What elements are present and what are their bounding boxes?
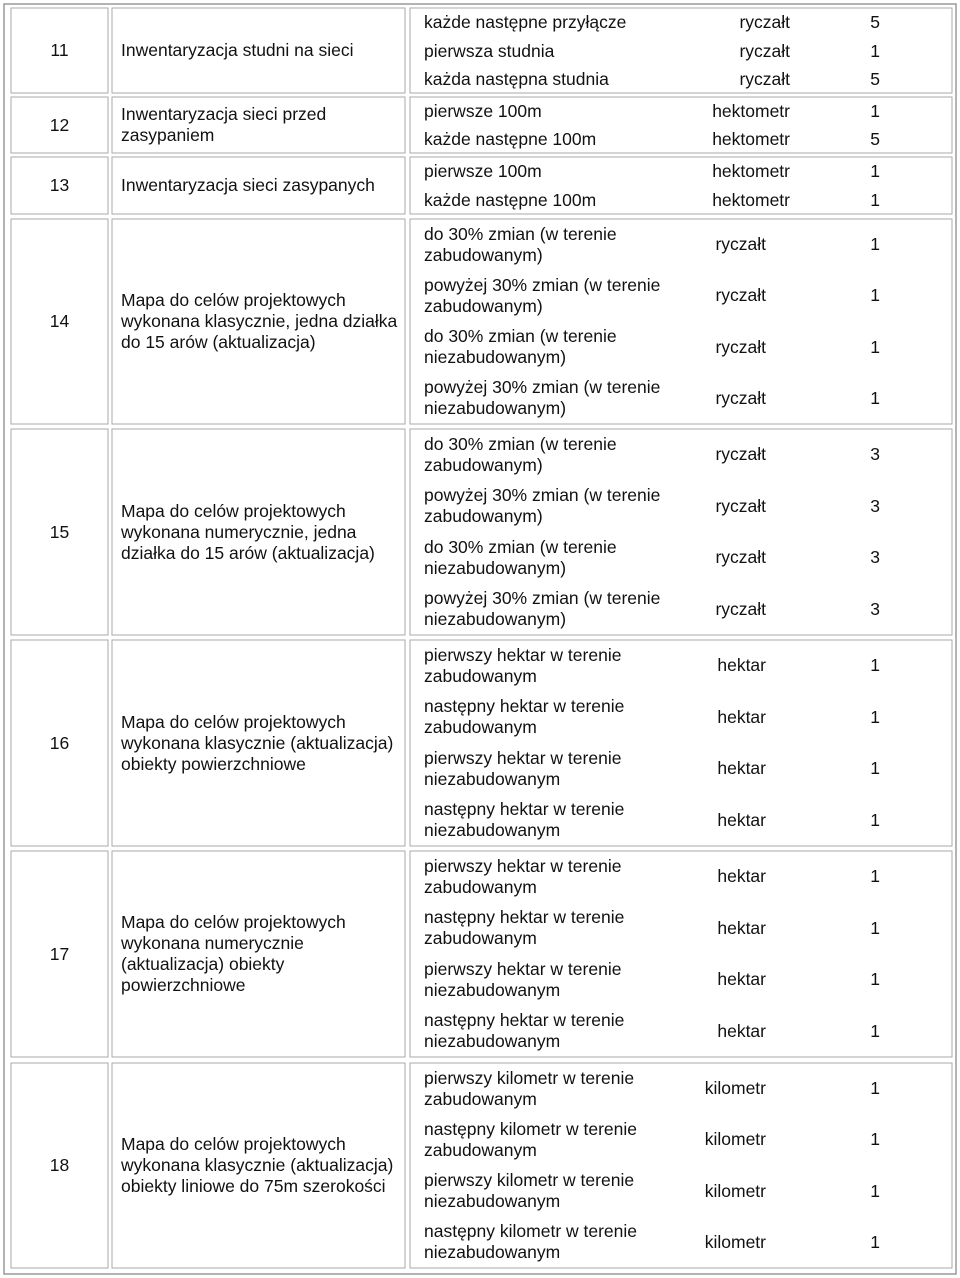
item-value: 1	[870, 1078, 880, 1099]
item-description: następny kilometr w terenie niezabudowanym	[424, 1221, 638, 1263]
item-value: 5	[870, 68, 880, 89]
row-number: 17	[49, 943, 70, 964]
item-unit: hektometr	[712, 161, 790, 182]
item-value: 1	[870, 809, 880, 830]
item-unit: ryczałt	[715, 495, 766, 516]
item-unit: hektar	[717, 655, 766, 676]
item-unit: ryczałt	[739, 40, 790, 61]
item-unit: ryczałt	[715, 598, 766, 619]
row-number: 18	[49, 1155, 70, 1175]
item-value: 1	[870, 40, 880, 61]
item-description: każda następna studnia	[424, 68, 609, 89]
item-description: następny hektar w terenie zabudowanym	[424, 696, 625, 738]
item-value: 1	[870, 1129, 880, 1150]
item-description: do 30% zmian (w terenie niezabudowanym)	[424, 536, 617, 578]
row-name: Inwentaryzacja sieci zasypanych	[121, 175, 375, 195]
item-value: 3	[870, 598, 880, 619]
item-description: każde następne 100m	[424, 129, 597, 149]
row-number: 13	[49, 175, 70, 195]
row-name: Mapa do celów projektowych wykonana klasycznie, jedna działka do 15 arów (aktualizacja)	[121, 290, 398, 352]
row-number: 16	[49, 732, 70, 753]
item-value: 3	[870, 444, 880, 465]
item-value: 1	[870, 101, 880, 121]
row-name: Inwentaryzacja studni na sieci	[121, 40, 354, 60]
item-unit: hektar	[717, 866, 766, 887]
row-number: 15	[49, 521, 70, 542]
row-name: Mapa do celów projektowych wykonana numerycznie (aktualizacja) obiekty powierzchniowe	[121, 912, 346, 995]
item-unit: hektar	[717, 969, 766, 990]
item-value: 1	[870, 1020, 880, 1041]
item-description: każde następne przyłącze	[424, 12, 627, 33]
item-unit: ryczałt	[739, 12, 790, 33]
row-name: Mapa do celów projektowych wykonana numerycznie, jedna działka do 15 arów (aktualizacja)	[121, 500, 375, 563]
row-number: 14	[49, 311, 70, 331]
item-unit: ryczałt	[715, 285, 766, 306]
item-value: 5	[870, 129, 880, 149]
item-unit: hektometr	[712, 189, 790, 210]
item-unit: hektar	[717, 706, 766, 727]
item-unit: hektar	[717, 809, 766, 830]
item-unit: ryczałt	[715, 234, 766, 255]
item-value: 1	[870, 655, 880, 676]
item-unit: ryczałt	[715, 547, 766, 568]
item-unit: hektometr	[712, 129, 790, 149]
row-name: Inwentaryzacja sieci przed zasypaniem	[121, 104, 327, 145]
item-description: pierwszy kilometr w terenie niezabudowanym	[424, 1170, 635, 1212]
item-unit: ryczałt	[739, 68, 790, 89]
item-value: 3	[870, 495, 880, 516]
item-unit: ryczałt	[715, 444, 766, 465]
item-description: pierwsze 100m	[424, 161, 542, 182]
row-number: 12	[49, 114, 70, 135]
item-description: do 30% zmian (w terenie zabudowanym)	[424, 433, 617, 475]
item-description: powyżej 30% zmian (w terenie niezabudowanym)	[424, 377, 661, 419]
item-unit: kilometr	[704, 1180, 766, 1201]
item-value: 1	[870, 969, 880, 990]
item-value: 1	[870, 234, 880, 255]
item-value: 1	[870, 866, 880, 887]
item-value: 1	[870, 189, 880, 210]
item-description: do 30% zmian (w terenie zabudowanym)	[424, 223, 617, 265]
item-description: powyżej 30% zmian (w terenie niezabudowanym)	[424, 588, 661, 630]
item-value: 3	[870, 547, 880, 568]
item-description: pierwszy hektar w terenie zabudowanym	[424, 855, 622, 897]
item-description: do 30% zmian (w terenie niezabudowanym)	[424, 326, 617, 368]
item-value: 5	[870, 12, 880, 33]
item-value: 1	[870, 917, 880, 938]
item-description: powyżej 30% zmian (w terenie zabudowanym)	[424, 485, 661, 527]
item-value: 1	[870, 387, 880, 408]
item-value: 1	[870, 161, 880, 182]
item-description: pierwsza studnia	[424, 40, 555, 61]
row-name: Mapa do celów projektowych wykonana klasycznie (aktualizacja) obiekty liniowe do 75m szerokości	[121, 1134, 394, 1196]
item-value: 1	[870, 285, 880, 306]
item-description: pierwszy hektar w terenie zabudowanym	[424, 644, 622, 686]
item-description: pierwszy hektar w terenie niezabudowanym	[424, 747, 622, 789]
item-unit: ryczałt	[715, 387, 766, 408]
item-description: powyżej 30% zmian (w terenie zabudowanym)	[424, 274, 661, 316]
item-unit: kilometr	[704, 1231, 766, 1252]
row-name: Mapa do celów projektowych wykonana klasycznie (aktualizacja) obiekty powierzchniowe	[121, 711, 394, 774]
item-description: pierwsze 100m	[424, 101, 542, 121]
item-description: następny hektar w terenie niezabudowanym	[424, 799, 625, 841]
item-description: następny kilometr w terenie zabudowanym	[424, 1118, 638, 1160]
item-unit: kilometr	[704, 1078, 766, 1099]
item-unit: ryczałt	[715, 336, 766, 357]
item-value: 1	[870, 706, 880, 727]
item-unit: kilometr	[704, 1129, 766, 1150]
item-description: każde następne 100m	[424, 189, 597, 210]
item-description: następny hektar w terenie niezabudowanym	[424, 1010, 625, 1052]
item-value: 1	[870, 1180, 880, 1201]
item-unit: hektar	[717, 758, 766, 779]
item-description: następny hektar w terenie zabudowanym	[424, 907, 625, 949]
row-number: 11	[50, 40, 69, 60]
item-value: 1	[870, 1231, 880, 1252]
item-description: pierwszy kilometr w terenie zabudowanym	[424, 1067, 635, 1109]
item-description: pierwszy hektar w terenie niezabudowanym	[424, 958, 622, 1000]
item-unit: hektar	[717, 1020, 766, 1041]
item-unit: hektometr	[712, 101, 790, 121]
item-unit: hektar	[717, 917, 766, 938]
item-value: 1	[870, 336, 880, 357]
item-value: 1	[870, 758, 880, 779]
